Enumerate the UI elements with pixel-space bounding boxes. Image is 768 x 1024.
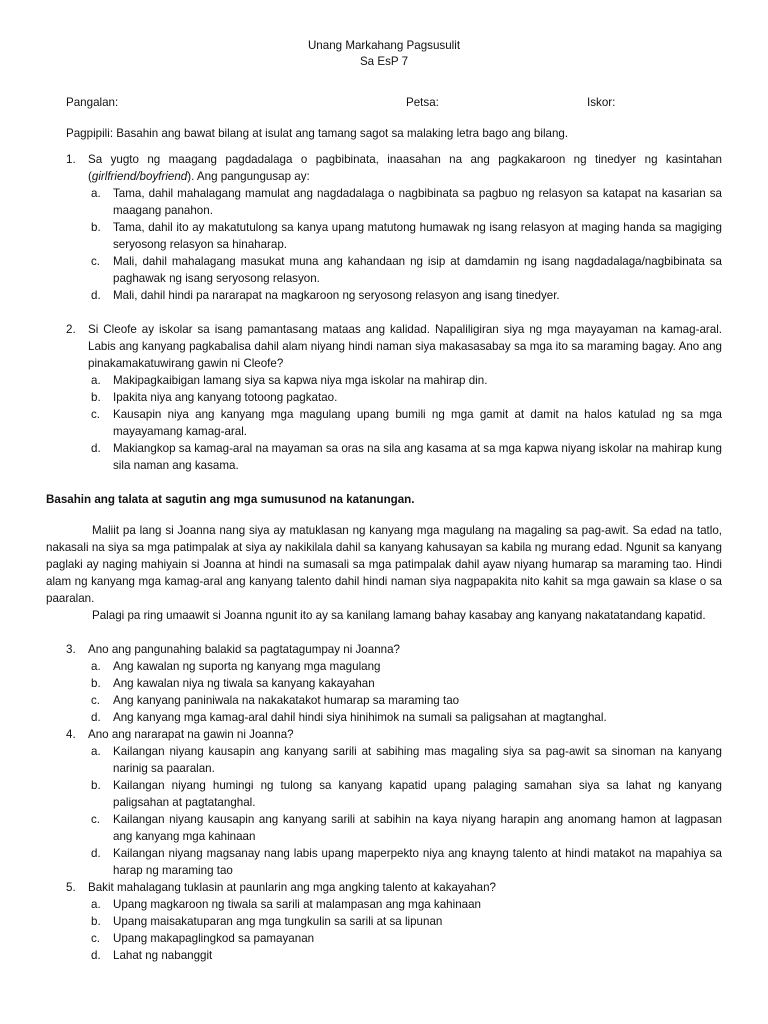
question-5 (46, 879, 722, 964)
option-a: a. Tama, dahil mahalagang mamulat ang nagdadalaga o nagbibinata sa pagbuo ng relasyon sa katapat na kasarian sa maagang panahon. (91, 187, 722, 217)
question-number: 2. (66, 323, 76, 336)
option-a: a. Kailangan niyang kausapin ang kanyang sarili at sabihing mas magaling siya sa pag-awit sa sinoman na kanyang narinig sa paaralan. (91, 745, 722, 775)
option-c: c. Kailangan niyang kausapin ang kanyang sarili at sabihin na kaya niyang harapin ang anomang hamon at lagpasan ang kanyang mga kahinaan (91, 813, 722, 843)
option-b: b. Upang maisakatuparan ang mga tungkulin sa sarili at sa lipunan (91, 915, 443, 928)
option-d: d. Mali, dahil hindi pa nararapat na magkaroon ng seryosong relasyon ang isang tinedyer. (91, 289, 560, 302)
reading-paragraph-2: Palagi pa ring umaawit si Joanna ngunit ito ay sa kanilang lamang bahay kasabay ang kanyang nakatatandang kapatid. (92, 609, 706, 622)
option-c: c. Ang kanyang paniniwala na nakakatakot humarap sa maraming tao (91, 694, 460, 707)
answer-options (88, 743, 722, 879)
exam-header (46, 38, 722, 70)
option-b: b. Kailangan niyang humingi ng tulong sa kanyang kapatid upang palaging samahan siya sa lahat ng kanyang paligsahan at pagtatanghal. (91, 779, 722, 809)
reading-paragraph-1: Maliit pa lang si Joanna nang siya ay matuklasan ng kanyang mga magulang na magaling sa pag-awit. Sa edad na tatlo, nakasali na siya sa mga patimpalak at siya ay nakikilala dahil sa kanyang kahusayan sa kabila ng murang edad. Ngunit sa kanyang paglaki ay naging mahiyain si Joanna at hindi na sumasali sa mga patimpalak dahil ayaw niyang humarap sa maraming tao. Hindi alam ng kanyang mga kamag-aral ang kanyang talento dahil hindi naman siya nagpapakita nito kahit sa mga gawain sa klase o sa paaralan. (46, 524, 722, 605)
question-2 (46, 321, 722, 474)
question-text: Ano ang pangunahing balakid sa pagtatagumpay ni Joanna? a. Ang kawalan ng suporta ng kanyang mga magulang b. Ang kawalan niya ng tiwala sa kanyang kakayahan c. Ang kanyang paniniwala na nakakatakot humarap sa maraming tao d. Ang kanyang mga kamag-aral dahil hindi siya hinihimok na sumali sa paligsahan at magtanghal. (88, 641, 722, 726)
question-3 (46, 641, 722, 726)
question-number: 5. (66, 881, 76, 894)
question-text: Sa yugto ng maagang pagdadalaga o pagbibinata, inaasahan na ang pagkakaroon ng tinedyer ng kasintahan (girlfriend/boyfriend). Ang pangungusap ay: a. Tama, dahil mahalagang mamulat ang nagdadalaga o nagbibinata sa pagbuo ng relasyon sa katapat na kasarian sa maagang panahon. b. Tama, dahil ito ay makatutulong sa kanya upang matutong humawak ng isang relasyon at maging handa sa magiging seryosong relasyon sa hinaharap. c. Mali, dahil mahalagang masukat muna ang kahandaan ng isip at damdamin ng isang nagdadalaga/nagbibinata sa paghawak ng isang seryosong relasyon. d. Mali, dahil hindi pa nararapat na magkaroon ng seryosong relasyon ang isang tinedyer. (88, 153, 722, 302)
option-c: c. Kausapin niya ang kanyang mga magulang upang bumili ng mga gamit at damit na halos katulad ng sa mga mayayamang kamag-aral. (91, 408, 722, 438)
instructions: Pagpipili: Basahin ang bawat bilang at isulat ang tamang sagot sa malaking letra bago ang bilang. (66, 127, 569, 140)
question-4 (46, 726, 722, 879)
emphasis-text: girlfriend/boyfriend (91, 170, 188, 183)
exam-subtitle: Sa EsP 7 (359, 55, 409, 68)
answer-options (88, 896, 722, 964)
option-d: d. Lahat ng nabanggit (91, 949, 213, 962)
option-d: d. Ang kanyang mga kamag-aral dahil hindi siya hinihimok na sumali sa paligsahan at magtanghal. (91, 711, 607, 724)
option-a: a. Upang magkaroon ng tiwala sa sarili at malampasan ang mga kahinaan (91, 898, 481, 911)
question-number: 3. (66, 643, 76, 656)
answer-options (88, 185, 722, 304)
option-d: d. Kailangan niyang magsanay nang labis upang maperpekto niya ang knayng talento at hindi matakot na mapahiya sa harap ng maraming tao (91, 847, 722, 877)
question-number: 1. (66, 153, 76, 166)
score-label: Iskor: (587, 96, 616, 109)
option-a: a. Makipagkaibigan lamang siya sa kapwa niya mga iskolar na mahirap din. (91, 374, 488, 387)
exam-title: Unang Markahang Pagsusulit (307, 39, 461, 52)
option-d: d. Makiangkop sa kamag-aral na mayaman sa oras na sila ang kasama at sa mga kapwa niyang iskolar na mahirap kung sila naman ang kasama. (91, 442, 722, 472)
option-a: a. Ang kawalan ng suporta ng kanyang mga magulang (91, 660, 381, 673)
question-text: Si Cleofe ay iskolar sa isang pamantasang mataas ang kalidad. Napaliligiran siya ng mga mayayaman na kamag-aral. Labis ang kanyang pagkabalisa dahil alam niyang hindi naman siya makasasabay sa mga ito sa maraming bagay. Ano ang pinakamakatuwirang gawin ni Cleofe? a. Makipagkaibigan lamang siya sa kapwa niya mga iskolar na mahirap din. b. Ipakita niya ang kanyang totoong pagkatao. c. Kausapin niya ang kanyang mga magulang upang bumili ng mga gamit at damit na halos katulad ng sa mga mayayamang kamag-aral. d. Makiangkop sa kamag-aral na mayaman sa oras na sila ang kasama at sa mga kapwa niyang iskolar na mahirap kung sila naman ang kasama. (88, 323, 722, 472)
question-1 (46, 151, 722, 304)
option-b: b. Tama, dahil ito ay makatutulong sa kanya upang matutong humawak ng isang relasyon at maging handa sa magiging seryosong relasyon sa hinaharap. (91, 221, 722, 251)
student-info-row (46, 94, 722, 111)
answer-options (88, 372, 722, 474)
answer-options (88, 658, 722, 726)
question-text: Bakit mahalagang tuklasin at paunlarin ang mga angking talento at kakayahan? a. Upang magkaroon ng tiwala sa sarili at malampasan ang mga kahinaan b. Upang maisakatuparan ang mga tungkulin sa sarili at sa lipunan c. Upang makapaglingkod sa pamayanan d. Lahat ng nabanggit (88, 879, 722, 964)
reading-heading: Basahin ang talata at sagutin ang mga sumusunod na katanungan. (46, 493, 415, 506)
option-b: b. Ipakita niya ang kanyang totoong pagkatao. (91, 391, 338, 404)
question-number: 4. (66, 728, 76, 741)
option-c: c. Mali, dahil mahalagang masukat muna ang kahandaan ng isip at damdamin ng isang nagdadalaga/nagbibinata sa paghawak ng isang seryosong relasyon. (91, 255, 722, 285)
name-label: Pangalan: (66, 96, 119, 109)
date-label: Petsa: (406, 96, 439, 109)
option-b: b. Ang kawalan niya ng tiwala sa kanyang kakayahan (91, 677, 375, 690)
question-text: Ano ang nararapat na gawin ni Joanna? a. Kailangan niyang kausapin ang kanyang sarili at sabihing mas magaling siya sa pag-awit sa sinoman na kanyang narinig sa paaralan. b. Kailangan niyang humingi ng tulong sa kanyang kapatid upang palaging samahan siya sa lahat ng kanyang paligsahan at pagtatanghal. c. Kailangan niyang kausapin ang kanyang sarili at sabihin na kaya niyang harapin ang anomang hamon at lagpasan ang kanyang mga kahinaan d. Kailangan niyang magsanay nang labis upang maperpekto niya ang knayng talento at hindi matakot na mapahiya sa harap ng maraming tao (88, 728, 722, 877)
option-c: c. Upang makapaglingkod sa pamayanan (91, 932, 315, 945)
